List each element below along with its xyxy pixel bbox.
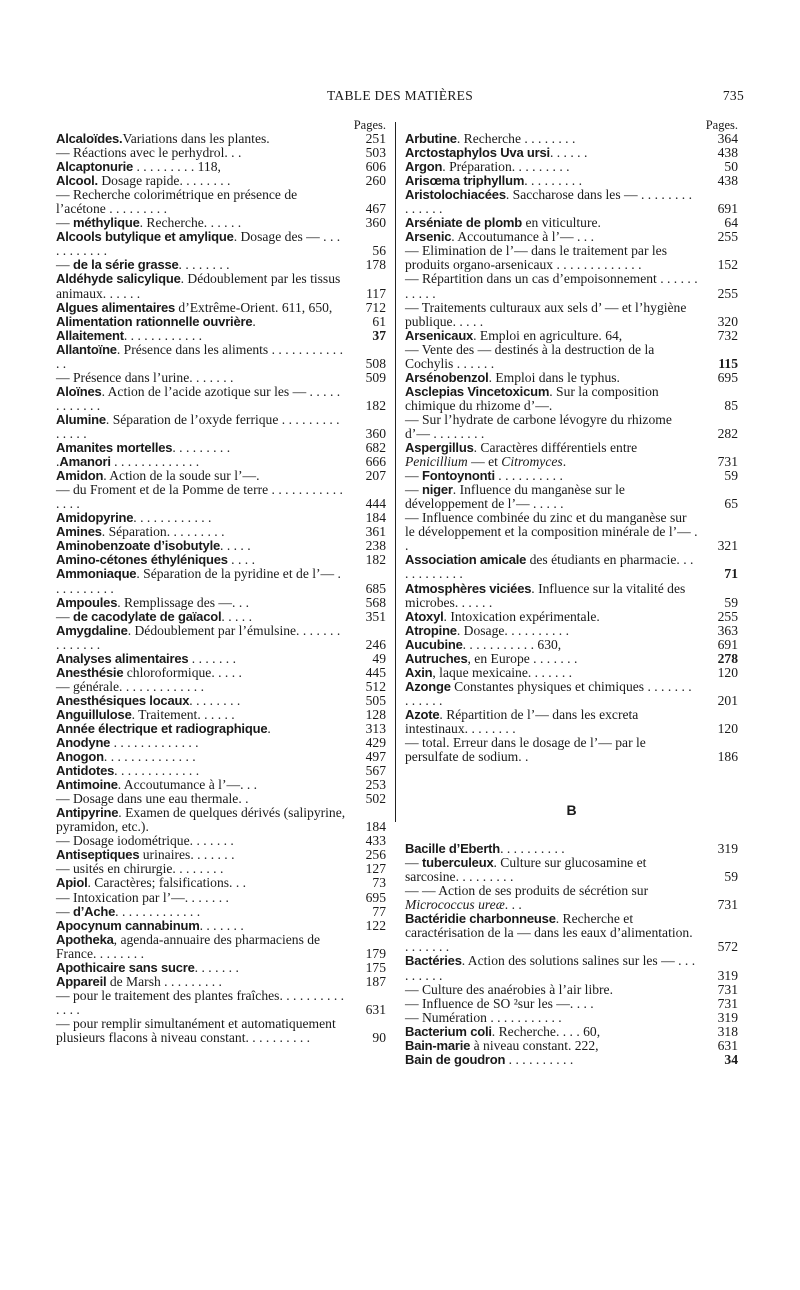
- index-entry: [56, 806, 386, 834]
- entry-text: Aloïnes. Action de l’acide azotique sur les — . . . . . . . . . . . .: [56, 383, 341, 413]
- entry-page-number: 319: [717, 1009, 738, 1025]
- entry-page-number: 178: [365, 257, 386, 273]
- index-entry: [405, 132, 738, 146]
- entry-text: — tuberculeux. Culture sur glucosamine et sarcosine. . . . . . . . .: [405, 855, 647, 885]
- index-entry: [56, 385, 386, 413]
- entry-page-number: 120: [717, 664, 738, 680]
- index-entry: [405, 954, 738, 982]
- entry-text: Alcaloïdes.Variations dans les plantes.: [56, 131, 270, 146]
- index-entry: [405, 638, 738, 652]
- index-entry: [56, 596, 386, 610]
- entry-page-number: 508: [365, 355, 386, 371]
- index-entry: [405, 912, 738, 954]
- index-entry: [56, 764, 386, 778]
- entry-page-number: 682: [365, 440, 386, 456]
- entry-page-number: 685: [365, 580, 386, 596]
- entry-page-number: 731: [717, 897, 738, 913]
- entry-page-number: 207: [365, 468, 386, 484]
- entry-text: — Traitements culturaux aux sels d’ — et l’hygiène publique. . . . .: [405, 299, 687, 329]
- entry-page-number: 695: [717, 369, 738, 385]
- entry-text: — Dosage iodométrique. . . . . . .: [56, 833, 234, 849]
- entry-text: Anguillulose. Traitement. . . . . .: [56, 706, 235, 722]
- running-header: [0, 88, 800, 108]
- index-entry: [405, 1025, 738, 1039]
- entry-text: Asclepias Vincetoxicum. Sur la composition chimique du rhizome d’—.: [405, 383, 659, 413]
- entry-page-number: 631: [717, 1037, 738, 1053]
- entry-text: Alcool. Dosage rapide. . . . . . . .: [56, 173, 231, 189]
- index-entry: [405, 652, 738, 666]
- entry-text: Algues alimentaires d’Extrême-Orient. 611, 650,: [56, 299, 333, 315]
- entry-page-number: 363: [717, 622, 738, 638]
- entry-page-number: 712: [365, 299, 386, 315]
- entry-page-number: 65: [724, 496, 738, 512]
- entry-page-number: 37: [372, 327, 386, 343]
- index-entry: [405, 1053, 738, 1067]
- left-column: [56, 118, 386, 1045]
- index-entry: [56, 301, 386, 315]
- index-entry: [56, 230, 386, 258]
- index-entry: [56, 567, 386, 595]
- index-entry: [405, 188, 738, 216]
- index-entry: [56, 694, 386, 708]
- index-entry: [405, 884, 738, 912]
- entry-page-number: 364: [717, 131, 738, 146]
- entry-text: Arbutine. Recherche . . . . . . . .: [405, 131, 576, 146]
- index-entry: [405, 1011, 738, 1025]
- entry-page-number: 429: [365, 735, 386, 751]
- entry-text: Arséniate de plomb en viticulture.: [405, 215, 601, 231]
- entry-page-number: 731: [717, 981, 738, 997]
- entry-text: Apocynum cannabinum. . . . . . .: [56, 917, 244, 933]
- entry-text: — Numération . . . . . . . . . . .: [405, 1009, 562, 1025]
- index-entry: [56, 778, 386, 792]
- entry-text: — Recherche colorimétrique en présence de l’acétone . . . . . . . . .: [56, 187, 298, 217]
- entry-page-number: 666: [365, 454, 386, 470]
- entry-text: — Réactions avec le perhydrol. . .: [56, 145, 242, 161]
- index-entry: [56, 539, 386, 553]
- index-entry: [405, 983, 738, 997]
- entry-text: — Présence dans l’urine. . . . . . .: [56, 369, 234, 385]
- entry-page-number: 179: [365, 945, 386, 961]
- entry-page-number: 444: [365, 496, 386, 512]
- entry-page-number: 255: [717, 229, 738, 245]
- entry-text: — Influence de SO ²sur les —. . . .: [405, 995, 594, 1011]
- index-entry: [56, 258, 386, 272]
- entry-page-number: 34: [724, 1051, 738, 1067]
- entry-text: Allaitement. . . . . . . . . . . .: [56, 327, 203, 343]
- entry-text: Argon. Préparation. . . . . . . . .: [405, 159, 570, 175]
- entry-page-number: 186: [717, 749, 738, 765]
- index-entry: [56, 862, 386, 876]
- entry-page-number: 445: [365, 664, 386, 680]
- index-entry: [56, 272, 386, 300]
- entry-text: Amino-cétones éthyléniques . . . .: [56, 552, 255, 568]
- entry-page-number: 503: [365, 145, 386, 161]
- entry-page-number: 313: [365, 720, 386, 736]
- index-entry: [56, 666, 386, 680]
- index-entry: [56, 834, 386, 848]
- entry-text: Arctostaphylos Uva ursi. . . . . .: [405, 145, 588, 161]
- entry-text: Axin, laque mexicaine. . . . . . .: [405, 664, 573, 680]
- entry-page-number: 152: [717, 257, 738, 273]
- entry-text: — Fontoynonti . . . . . . . . . .: [405, 468, 563, 484]
- index-entry: [405, 842, 738, 856]
- entry-page-number: 731: [717, 995, 738, 1011]
- entry-page-number: 117: [366, 285, 386, 301]
- index-entry: [405, 553, 738, 581]
- index-entry: [56, 848, 386, 862]
- index-entry: [405, 413, 738, 441]
- entry-text: Atoxyl. Intoxication expérimentale.: [405, 608, 600, 624]
- right-entries-a: [405, 132, 738, 764]
- entry-text: Arisœma triphyllum. . . . . . . . .: [405, 173, 582, 189]
- entry-page-number: 360: [365, 215, 386, 231]
- index-entry: [56, 792, 386, 806]
- index-entry: [56, 188, 386, 216]
- entry-text: Apotheka, agenda-annuaire des pharmaciens de France. . . . . . . .: [56, 931, 321, 961]
- index-entry: [56, 329, 386, 343]
- entry-text: Antipyrine. Examen de quelques dérivés (salipyrine, pyramidon, etc.).: [56, 805, 346, 835]
- entry-page-number: 509: [365, 369, 386, 385]
- index-entry: [56, 174, 386, 188]
- index-entry: [405, 624, 738, 638]
- index-entry: [405, 371, 738, 385]
- entry-text: Antimoine. Accoutumance à l’—. . .: [56, 777, 258, 793]
- index-entry: [405, 441, 738, 469]
- entry-page-number: 73: [372, 875, 386, 891]
- index-entry: [405, 329, 738, 343]
- index-entry: [56, 652, 386, 666]
- entry-text: Anogon. . . . . . . . . . . . . .: [56, 749, 196, 765]
- entry-page-number: 361: [365, 524, 386, 540]
- index-entry: [56, 680, 386, 694]
- index-entry: [56, 624, 386, 652]
- entry-page-number: 631: [365, 1001, 386, 1017]
- entry-page-number: 201: [717, 692, 738, 708]
- index-entry: [56, 146, 386, 160]
- entry-text: — Répartition dans un cas d’empoisonnement . . . . . . . . . . .: [405, 271, 698, 301]
- entry-text: Anodyne . . . . . . . . . . . . .: [56, 735, 199, 751]
- entry-text: — d’Ache. . . . . . . . . . . . .: [56, 903, 201, 919]
- entry-page-number: 567: [365, 763, 386, 779]
- entry-page-number: 467: [365, 201, 386, 217]
- entry-text: — Elimination de l’— dans le traitement par les produits organo-arsenicaux . . . . . . . . . . . . .: [405, 243, 667, 273]
- index-entry: [56, 525, 386, 539]
- entry-text: Anesthésie chloroformique. . . . .: [56, 664, 242, 680]
- index-entry: [405, 483, 738, 511]
- entry-page-number: 695: [365, 889, 386, 905]
- entry-text: Apiol. Caractères; falsifications. . .: [56, 875, 247, 891]
- entry-text: Amanites mortelles. . . . . . . . .: [56, 440, 231, 456]
- index-entry: [405, 997, 738, 1011]
- entry-text: Aristolochiacées. Saccharose dans les — . . . . . . . . . . . . . .: [405, 187, 692, 217]
- entry-text: Autruches, en Europe . . . . . . .: [405, 650, 578, 666]
- index-entry: [56, 736, 386, 750]
- entry-page-number: 320: [717, 313, 738, 329]
- entry-page-number: 512: [365, 678, 386, 694]
- entry-page-number: 568: [365, 594, 386, 610]
- entry-text: Amidopyrine. . . . . . . . . . . .: [56, 510, 212, 526]
- index-entry: [56, 413, 386, 441]
- entry-text: — méthylique. Recherche. . . . . .: [56, 215, 242, 231]
- entry-page-number: 64: [724, 215, 738, 231]
- index-entry: [405, 146, 738, 160]
- index-entry: [56, 469, 386, 483]
- entry-text: Alimentation rationnelle ouvrière.: [56, 313, 256, 329]
- entry-text: Bacterium coli. Recherche. . . . 60,: [405, 1023, 601, 1039]
- index-entry: [56, 891, 386, 905]
- entry-text: Amygdaline. Dédoublement par l’émulsine. . . . . . . . . . . . . .: [56, 622, 341, 652]
- entry-page-number: 120: [717, 720, 738, 736]
- index-entry: [405, 666, 738, 680]
- entry-text: — Influence combinée du zinc et du manganèse sur le développement et la composition minérale de l’— . .: [405, 510, 698, 554]
- entry-text: — du Froment et de la Pomme de terre . . . . . . . . . . . . . . .: [56, 482, 343, 512]
- entry-text: Antidotes. . . . . . . . . . . . .: [56, 763, 200, 779]
- index-entry: [405, 582, 738, 610]
- entry-page-number: 278: [717, 650, 738, 666]
- entry-page-number: 505: [365, 692, 386, 708]
- entry-page-number: 438: [717, 173, 738, 189]
- entry-text: Bain-marie à niveau constant. 222,: [405, 1037, 599, 1053]
- index-entry: [56, 961, 386, 975]
- index-entry: [56, 876, 386, 890]
- index-entry: [56, 722, 386, 736]
- entry-page-number: 360: [365, 425, 386, 441]
- index-entry: [405, 343, 738, 371]
- entry-text: Azonge Constantes physiques et chimiques . . . . . . . . . . . . .: [405, 678, 692, 708]
- entry-page-number: 182: [365, 397, 386, 413]
- entry-text: Arsénobenzol. Emploi dans le typhus.: [405, 369, 620, 385]
- entry-page-number: 260: [365, 173, 386, 189]
- entry-text: Amines. Séparation. . . . . . . . .: [56, 524, 225, 540]
- entry-text: Aspergillus. Caractères différentiels entre Penicillium — et Citromyces.: [405, 440, 638, 470]
- section-letter: B: [566, 802, 577, 819]
- index-entry: [56, 455, 386, 469]
- entry-page-number: 255: [717, 608, 738, 624]
- entry-text: Analyses alimentaires . . . . . . .: [56, 650, 236, 666]
- entry-text: Bactéridie charbonneuse. Recherche et caractérisation de la — dans les eaux d’alimentation. . . . . . . .: [405, 911, 693, 955]
- entry-page-number: 731: [717, 454, 738, 470]
- index-entry: [56, 132, 386, 146]
- index-entry: [56, 919, 386, 933]
- entry-text: — usités en chirurgie. . . . . . . .: [56, 861, 224, 877]
- entry-text: Année électrique et radiographique.: [56, 720, 271, 736]
- index-entry: [56, 1017, 386, 1045]
- entry-text: — niger. Influence du manganèse sur le développement de l’— . . . . .: [405, 482, 625, 512]
- entry-text: Ammoniaque. Séparation de la pyridine et de l’— . . . . . . . . . .: [56, 566, 341, 596]
- entry-page-number: 502: [365, 791, 386, 807]
- entry-page-number: 246: [365, 636, 386, 652]
- entry-page-number: 59: [724, 594, 738, 610]
- entry-page-number: 182: [365, 552, 386, 568]
- entry-page-number: 255: [717, 285, 738, 301]
- entry-text: — Dosage dans une eau thermale. .: [56, 791, 249, 807]
- entry-page-number: 282: [717, 425, 738, 441]
- index-entry: [56, 933, 386, 961]
- index-entry: [405, 272, 738, 300]
- entry-text: — pour remplir simultanément et automatiquement plusieurs flacons à niveau constant. . . . . . . . . .: [56, 1015, 336, 1045]
- index-entry: [56, 315, 386, 329]
- entry-page-number: 56: [372, 243, 386, 259]
- index-entry: [56, 975, 386, 989]
- entry-page-number: 572: [717, 939, 738, 955]
- right-entries-b: [405, 842, 738, 1067]
- index-entry: [405, 469, 738, 483]
- entry-text: Aminobenzoate d’isobutyle. . . . .: [56, 538, 251, 554]
- entry-page-number: 122: [365, 917, 386, 933]
- entry-page-number: 253: [365, 777, 386, 793]
- entry-page-number: 438: [717, 145, 738, 161]
- index-entry: [405, 385, 738, 413]
- entry-text: — Intoxication par l’—. . . . . . .: [56, 889, 229, 905]
- entry-page-number: 691: [717, 636, 738, 652]
- index-entry: [56, 989, 386, 1017]
- entry-text: Appareil de Marsh . . . . . . . . .: [56, 973, 222, 989]
- index-entry: [405, 856, 738, 884]
- entry-page-number: 351: [365, 608, 386, 624]
- index-entry: [405, 230, 738, 244]
- index-entry: [56, 441, 386, 455]
- index-entry: [56, 216, 386, 230]
- entry-text: Association amicale des étudiants en pharmacie. . . . . . . . . . . .: [405, 552, 694, 582]
- entry-text: Arsenic. Accoutumance à l’— . . .: [405, 229, 594, 245]
- right-column: [405, 118, 738, 1067]
- entry-text: Alcaptonurie . . . . . . . . . 118,: [56, 159, 221, 175]
- entry-text: Antiseptiques urinaires. . . . . . .: [56, 847, 235, 863]
- entry-page-number: 433: [365, 833, 386, 849]
- index-entry: [405, 736, 738, 764]
- entry-page-number: 127: [365, 861, 386, 877]
- index-entry: [56, 610, 386, 624]
- page-title: TABLE DES MATIÈRES: [326, 88, 474, 103]
- entry-text: — de cacodylate de gaïacol. . . . .: [56, 608, 252, 624]
- entry-page-number: 238: [365, 538, 386, 554]
- index-entry: [405, 680, 738, 708]
- entry-page-number: 90: [372, 1030, 386, 1045]
- entry-page-number: 318: [717, 1023, 738, 1039]
- index-entry: [56, 750, 386, 764]
- entry-text: Apothicaire sans sucre. . . . . . .: [56, 959, 239, 975]
- index-entry: [56, 483, 386, 511]
- entry-text: Anesthésiques locaux. . . . . . . .: [56, 692, 241, 708]
- entry-text: Atmosphères viciées. Influence sur la vitalité des microbes. . . . . .: [405, 580, 686, 610]
- entry-text: Bactéries. Action des solutions salines sur les — . . . . . . . . .: [405, 953, 696, 983]
- column-divider: [395, 122, 396, 822]
- entry-page-number: 59: [724, 869, 738, 885]
- entry-page-number: 61: [372, 313, 386, 329]
- pages-label: Pages.: [353, 118, 386, 132]
- entry-text: Aucubine. . . . . . . . . . . 630,: [405, 636, 562, 652]
- pages-label: Pages.: [705, 118, 738, 132]
- index-entry: [405, 160, 738, 174]
- entry-text: — total. Erreur dans le dosage de l’— par le persulfate de sodium. .: [405, 735, 646, 765]
- entry-text: Alcools butylique et amylique. Dosage des — . . . . . . . . . . .: [56, 229, 341, 259]
- entry-text: — Culture des anaérobies à l’air libre.: [405, 981, 613, 997]
- entry-page-number: 732: [717, 327, 738, 343]
- entry-text: Aldéhyde salicylique. Dédoublement par les tissus animaux. . . . . .: [56, 271, 341, 301]
- index-entry: [56, 511, 386, 525]
- entry-text: — pour le traitement des plantes fraîches. . . . . . . . . . . . . .: [56, 987, 345, 1017]
- index-entry: [56, 160, 386, 174]
- entry-page-number: 50: [724, 159, 738, 175]
- index-entry: [405, 511, 738, 553]
- left-entries: [56, 132, 386, 1045]
- entry-text: — Vente des — destinés à la destruction de la Cochylis . . . . . .: [405, 341, 655, 371]
- entry-text: Allantoïne. Présence dans les aliments . . . . . . . . . . . . .: [56, 341, 343, 371]
- entry-page-number: 175: [365, 959, 386, 975]
- entry-text: Amidon. Action de la soude sur l’—.: [56, 468, 260, 484]
- index-entry: [405, 1039, 738, 1053]
- entry-text: — de la série grasse. . . . . . . .: [56, 257, 230, 273]
- index-entry: [56, 708, 386, 722]
- entry-page-number: 497: [365, 749, 386, 765]
- entry-page-number: 319: [717, 841, 738, 857]
- index-entry: [56, 371, 386, 385]
- entry-page-number: 128: [365, 706, 386, 722]
- entry-page-number: 59: [724, 468, 738, 484]
- entry-text: Atropine. Dosage. . . . . . . . . .: [405, 622, 569, 638]
- entry-text: Arsenicaux. Emploi en agriculture. 64,: [405, 327, 623, 343]
- entry-text: — générale. . . . . . . . . . . . .: [56, 678, 204, 694]
- entry-page-number: 184: [365, 819, 386, 835]
- entry-page-number: 49: [372, 650, 386, 666]
- entry-page-number: 691: [717, 201, 738, 217]
- entry-page-number: 251: [365, 131, 386, 146]
- entry-text: Ampoules. Remplissage des —. . .: [56, 594, 250, 610]
- index-entry: [56, 343, 386, 371]
- entry-page-number: 606: [365, 159, 386, 175]
- entry-page-number: 85: [724, 397, 738, 413]
- entry-page-number: 184: [365, 510, 386, 526]
- index-entry: [405, 301, 738, 329]
- index-entry: [56, 553, 386, 567]
- index-entry: [405, 216, 738, 230]
- entry-page-number: 115: [718, 355, 738, 371]
- entry-text: Bain de goudron . . . . . . . . . .: [405, 1051, 574, 1067]
- index-entry: [405, 244, 738, 272]
- entry-page-number: 319: [717, 967, 738, 983]
- entry-text: — — Action de ses produits de sécrétion sur Micrococcus ureæ. . .: [405, 883, 649, 913]
- index-entry: [56, 905, 386, 919]
- entry-page-number: 321: [717, 538, 738, 554]
- entry-text: .Amanori . . . . . . . . . . . . .: [56, 454, 200, 470]
- entry-text: — Sur l’hydrate de carbone lévogyre du rhizome d’— . . . . . . . .: [405, 411, 672, 441]
- entry-text: Bacille d’Eberth. . . . . . . . . .: [405, 841, 565, 857]
- entry-page-number: 77: [372, 903, 386, 919]
- index-entry: [405, 610, 738, 624]
- page-number: 735: [722, 88, 744, 103]
- entry-page-number: 187: [365, 973, 386, 989]
- entry-page-number: 71: [724, 566, 738, 582]
- index-entry: [405, 708, 738, 736]
- index-entry: [405, 174, 738, 188]
- entry-text: Alumine. Séparation de l’oxyde ferrique . . . . . . . . . . . . . .: [56, 411, 340, 441]
- entry-page-number: 256: [365, 847, 386, 863]
- entry-text: Azote. Répartition de l’— dans les excreta intestinaux. . . . . . . .: [405, 706, 639, 736]
